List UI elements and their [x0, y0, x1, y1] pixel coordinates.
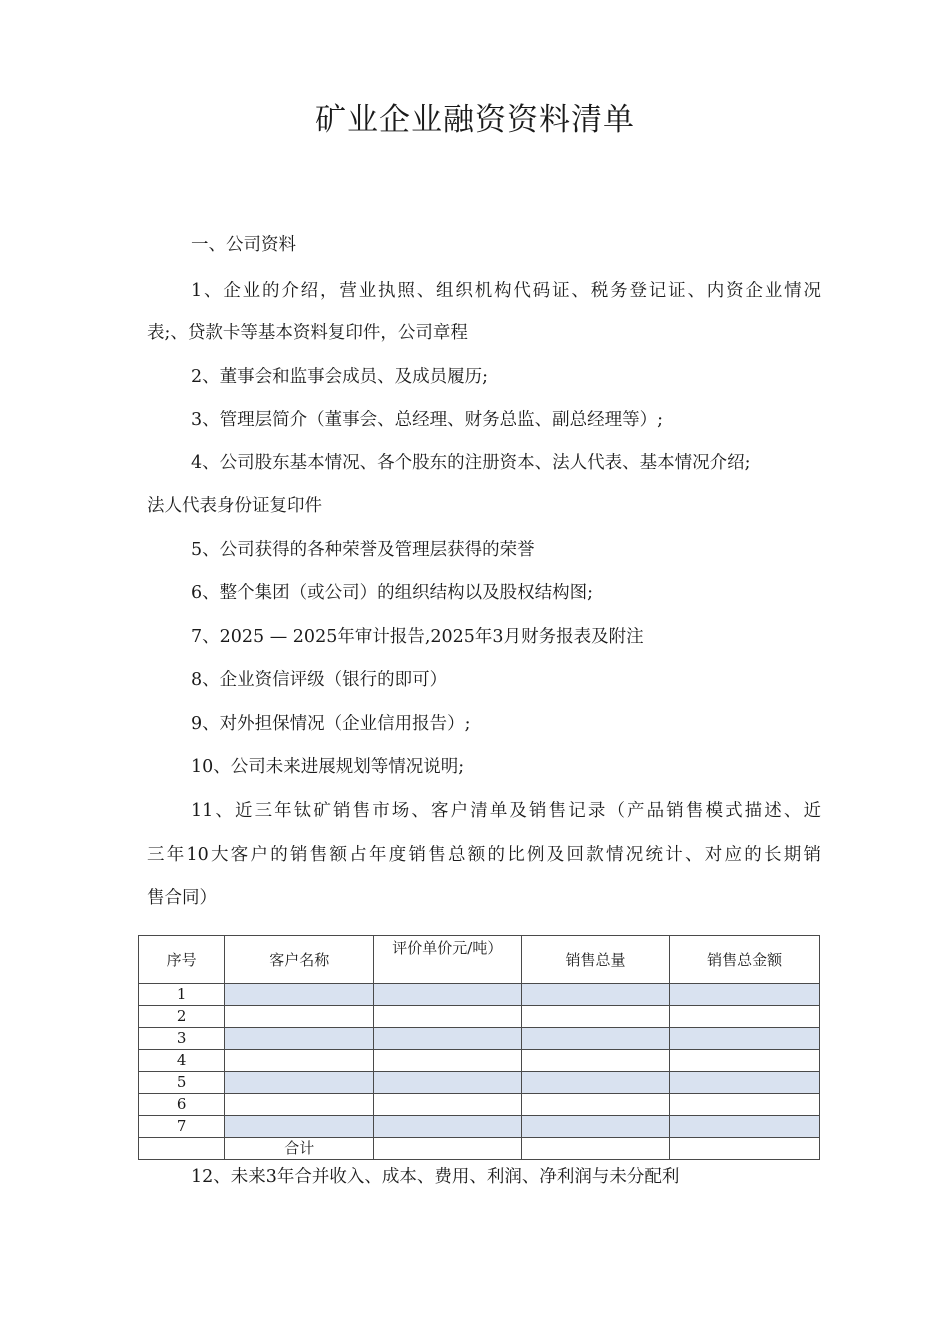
- table-row: [139, 984, 820, 1006]
- item-11-line-1: 11、近三年钛矿销售市场、客户清单及销售记录（产品销售模式描述、近: [191, 801, 821, 821]
- header-unit-price: 评价单价元/吨）: [374, 936, 522, 984]
- cell-unit-price: [374, 1072, 522, 1094]
- cell-total-amount: [670, 1094, 820, 1116]
- item-6: 6、整个集团（或公司）的组织结构以及股权结构图;: [191, 583, 594, 603]
- item-11-line-3: 售合同）: [147, 888, 217, 908]
- cell-customer-name: [225, 1006, 374, 1028]
- total-unit-price: [374, 1138, 522, 1160]
- cell-customer-name: [225, 1028, 374, 1050]
- total-volume: [521, 1138, 670, 1160]
- header-total-volume: 销售总量: [521, 936, 670, 984]
- cell-total-volume: [521, 1050, 670, 1072]
- cell-customer-name: [225, 1116, 374, 1138]
- cell-unit-price: [374, 1050, 522, 1072]
- cell-customer-name: [225, 1072, 374, 1094]
- item-2: 2、董事会和监事会成员、及成员履历;: [191, 367, 489, 387]
- table-row: [139, 1116, 820, 1138]
- cell-unit-price: [374, 1094, 522, 1116]
- header-index: 序号: [139, 936, 225, 984]
- cell-total-amount: [670, 1028, 820, 1050]
- table-row: [139, 1028, 820, 1050]
- item-1-line-2: 表;、贷款卡等基本资料复印件，公司章程: [147, 323, 468, 343]
- item-3: 3、管理层简介（董事会、总经理、财务总监、副总经理等）;: [191, 410, 664, 430]
- cell-total-volume: [521, 1028, 670, 1050]
- table-row: [139, 1072, 820, 1094]
- cell-customer-name: [225, 1094, 374, 1116]
- header-total-amount: 销售总金额: [670, 936, 820, 984]
- cell-total-volume: [521, 1094, 670, 1116]
- item-1-line-1: 1、企业的介绍，营业执照、组织机构代码证、税务登记证、内资企业情况: [191, 281, 821, 301]
- cell-total-volume: [521, 1006, 670, 1028]
- cell-total-volume: [521, 1072, 670, 1094]
- item-10: 10、公司未来进展规划等情况说明;: [191, 757, 465, 777]
- row-index: 2: [139, 1006, 225, 1028]
- total-amount: [670, 1138, 820, 1160]
- header-customer-name: 客户名称: [225, 936, 374, 984]
- cell-unit-price: [374, 1116, 522, 1138]
- row-index: 5: [139, 1072, 225, 1094]
- table-row: [139, 1050, 820, 1072]
- cell-total-amount: [670, 1116, 820, 1138]
- item-9: 9、对外担保情况（企业信用报告）;: [191, 714, 471, 734]
- sales-table: [138, 935, 820, 1160]
- row-index: 4: [139, 1050, 225, 1072]
- table-total-row: [139, 1138, 820, 1160]
- cell-customer-name: [225, 1050, 374, 1072]
- cell-total-amount: [670, 1006, 820, 1028]
- item-7: 7、2025 — 2025年审计报告,2025年3月财务报表及附注: [191, 627, 644, 647]
- cell-unit-price: [374, 1028, 522, 1050]
- item-5: 5、公司获得的各种荣誉及管理层获得的荣誉: [191, 540, 535, 560]
- cell-total-amount: [670, 984, 820, 1006]
- table-row: [139, 1094, 820, 1116]
- cell-total-volume: [521, 1116, 670, 1138]
- cell-unit-price: [374, 984, 522, 1006]
- cell-total-amount: [670, 1072, 820, 1094]
- item-12: 12、未来3年合并收入、成本、费用、利润、净利润与未分配利: [191, 1167, 680, 1187]
- page-title: 矿业企业融资资料清单: [315, 102, 635, 138]
- item-8: 8、企业资信评级（银行的即可）: [191, 670, 448, 690]
- row-index: 7: [139, 1116, 225, 1138]
- row-index: 1: [139, 984, 225, 1006]
- row-index: 3: [139, 1028, 225, 1050]
- table-row: [139, 1006, 820, 1028]
- row-index: 6: [139, 1094, 225, 1116]
- item-11-line-2: 三年10大客户的销售额占年度销售总额的比例及回款情况统计、对应的长期销: [147, 845, 821, 865]
- cell-customer-name: [225, 984, 374, 1006]
- item-4-line-2: 法人代表身份证复印件: [147, 496, 322, 516]
- cell-total-volume: [521, 984, 670, 1006]
- total-label: 合计: [225, 1138, 374, 1160]
- cell-unit-price: [374, 1006, 522, 1028]
- cell-total-amount: [670, 1050, 820, 1072]
- total-index-cell: [139, 1138, 225, 1160]
- section-heading: 一、公司资料: [191, 235, 296, 255]
- item-4-line-1: 4、公司股东基本情况、各个股东的注册资本、法人代表、基本情况介绍;: [191, 453, 751, 473]
- table-header-row: [139, 936, 820, 984]
